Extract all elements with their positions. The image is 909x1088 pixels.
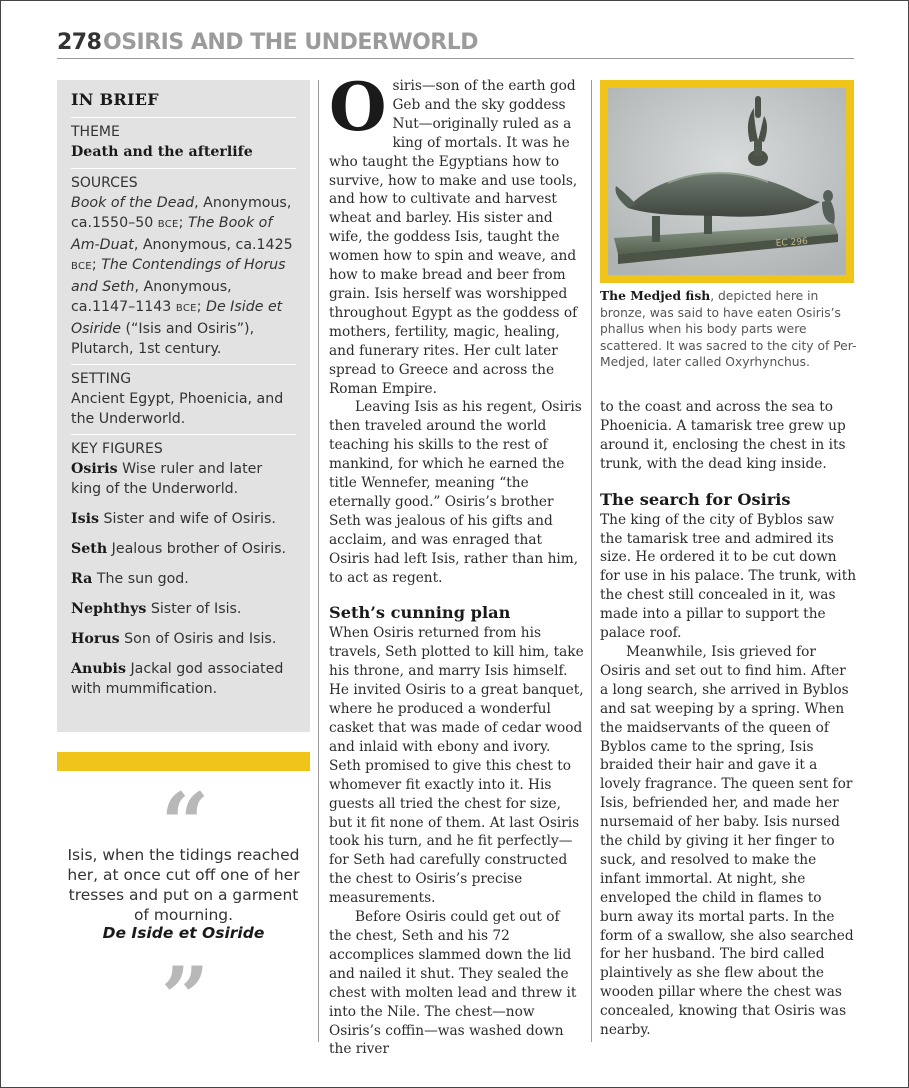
section-heading: Seth’s cunning plan (329, 603, 511, 623)
body-paragraph: When Osiris returned from his travels, Seth plotted to kill him, take his throne, and marry Isis himself. He invited Osiris to a great banquet, where he produced a wonderful casket that was made of cedar wood and inlaid with ebony and ivory. Seth promised to give this chest to whomever fit exactly into it. His guests all tried the chest for size, but it fit none of them. At last Osiris took his turn, and he fit perfectly—for Seth had carefully constructed the chest to Osiris’s precise measurements. (329, 625, 584, 907)
body-paragraph: The king of the city of Byblos saw the tamarisk tree and admired its size. He ordered it to be cut down for use in his palace. The trunk, with the chest still concealed in it, was made into a pillar to support the palace roof. (600, 511, 857, 642)
base-inscription: EC 296 (775, 236, 809, 249)
figure-desc: Sister and wife of Osiris. (99, 511, 276, 527)
medjed-fish-statue-image (608, 88, 846, 275)
column-rule (318, 80, 319, 1042)
body-column-3 (600, 398, 857, 1040)
figure-entry (71, 569, 296, 589)
figure-entry (71, 509, 296, 529)
figure-desc: Sister of Isis. (146, 601, 242, 617)
divider (71, 364, 296, 365)
theme-value: Death and the afterlife (71, 144, 253, 160)
divider (71, 168, 296, 169)
divider (71, 117, 296, 118)
pull-quote-source: De Iside et Osiride (102, 924, 265, 942)
in-brief-title: IN BRIEF (71, 90, 159, 109)
quote-accent-bar (57, 752, 310, 771)
setting-value: Ancient Egypt, Phoenicia, and the Underworld. (71, 391, 284, 427)
body-column-2 (329, 68, 584, 1059)
body-paragraph: to the coast and across the sea to Phoenicia. A tamarisk tree grew up around it, enclosing the chest in its trunk, with the dead king inside. (600, 399, 846, 472)
open-quote-icon: “ (160, 774, 210, 873)
column-rule (591, 80, 592, 1042)
figure-name: Seth (71, 541, 108, 557)
figure-entry (71, 599, 296, 619)
figure-entry (71, 659, 296, 699)
in-brief-box (57, 80, 310, 732)
body-paragraph: Meanwhile, Isis grieved for Osiris and set out to find him. After a long search, she arrived in Byblos and sat weeping by a spring. When the maidservants of the queen of Byblos came to the spring, Isis braided their hair and gave it a lovely fragrance. The queen sent for Isis, befriended her, and made her nursemaid of her baby. Isis nursed the child by giving it her finger to suck, and resolved to make the infant immortal. At night, she enveloped the child in flames to burn away its mortal parts. In the form of a swallow, she also searched for her husband. The bird called plaintively as she flew about the wooden pillar where the chest was concealed, knowing that Osiris was nearby. (600, 643, 854, 1039)
figure-name: Anubis (71, 661, 126, 677)
key-figures-label: KEY FIGURES (71, 441, 163, 457)
chapter-title: OSIRIS AND THE UNDERWORLD (103, 30, 479, 55)
figure-entry (71, 459, 296, 499)
setting-label: SETTING (71, 371, 132, 387)
figure-name: Osiris (71, 461, 118, 477)
divider (71, 434, 296, 435)
photo-caption (600, 288, 858, 371)
photo-frame (600, 80, 854, 283)
figure-name: Nephthys (71, 601, 147, 617)
figure-desc: The sun god. (92, 571, 189, 587)
caption-title: The Medjed fish (600, 288, 711, 303)
body-text: siris—son of the earth god Geb and the sky goddess Nut—originally ruled as a king of mortals. It was he who taught the Egyptians how to survive, how to make and use tools, and how to cultivate and harvest wheat and barley. His sister and wife, the goddess Isis, taught the women how to spin and weave, and how to make bread and beer from grain. Isis herself was worshipped throughout Egypt as the goddess of mothers, fertility, magic, healing, and funerary rites. Her cult later spread to Greece and across the Roman Empire. (329, 78, 578, 397)
figure-desc: Son of Osiris and Isis. (119, 631, 277, 647)
figure-desc: Jackal god associated with mummification. (71, 661, 284, 697)
figure-name: Ra (71, 571, 93, 587)
figure-desc: Wise ruler and later king of the Underworld. (71, 461, 263, 497)
page-number: 278 (57, 30, 102, 55)
figure-desc: Jealous brother of Osiris. (107, 541, 286, 557)
sources-value: Book of the Dead, Anonymous, ca.1550–50 BCE; The Book of Am-Duat, Anonymous, ca.1425 BCE; The Contendings of Horus and Seth, Anonymous, ca.1147–1143 BCE; De Iside et Osiride (“Isis and Osiris”), Plutarch, 1st century. (71, 195, 293, 357)
drop-cap: O (329, 68, 387, 146)
close-quote-icon: ” (160, 948, 210, 1047)
caption-text: , depicted here in bronze, was said to have eaten Osiris’s phallus when his body parts were scattered. It was sacred to the city of Per-Medjed, later called Oxyrhynchus. (600, 289, 857, 369)
pull-quote-text: Isis, when the tidings reached her, at once cut off one of her tresses and put on a garment of mourning. (67, 846, 300, 924)
figure-name: Horus (71, 631, 120, 647)
theme-label: THEME (71, 124, 120, 140)
sources-label: SOURCES (71, 175, 138, 191)
body-paragraph: Before Osiris could get out of the chest, Seth and his 72 accomplices slammed down the lid and nailed it shut. They sealed the chest with molten lead and threw it into the Nile. The chest—now Osiris’s coffin—was washed down the river (329, 909, 577, 1058)
body-paragraph: Leaving Isis as his regent, Osiris then traveled around the world teaching his skills to the rest of mankind, for which he earned the title Wennefer, meaning “the eternally good.” Osiris’s brother Seth was jealous of his gifts and acclaim, and was enraged that Osiris had left Isis, rather than him, to act as regent. (329, 399, 582, 586)
section-heading: The search for Osiris (600, 489, 791, 509)
body-paragraph (329, 68, 584, 398)
page-header (57, 28, 854, 59)
figure-entry (71, 539, 296, 559)
figure-name: Isis (71, 511, 100, 527)
figure-entry (71, 629, 296, 649)
